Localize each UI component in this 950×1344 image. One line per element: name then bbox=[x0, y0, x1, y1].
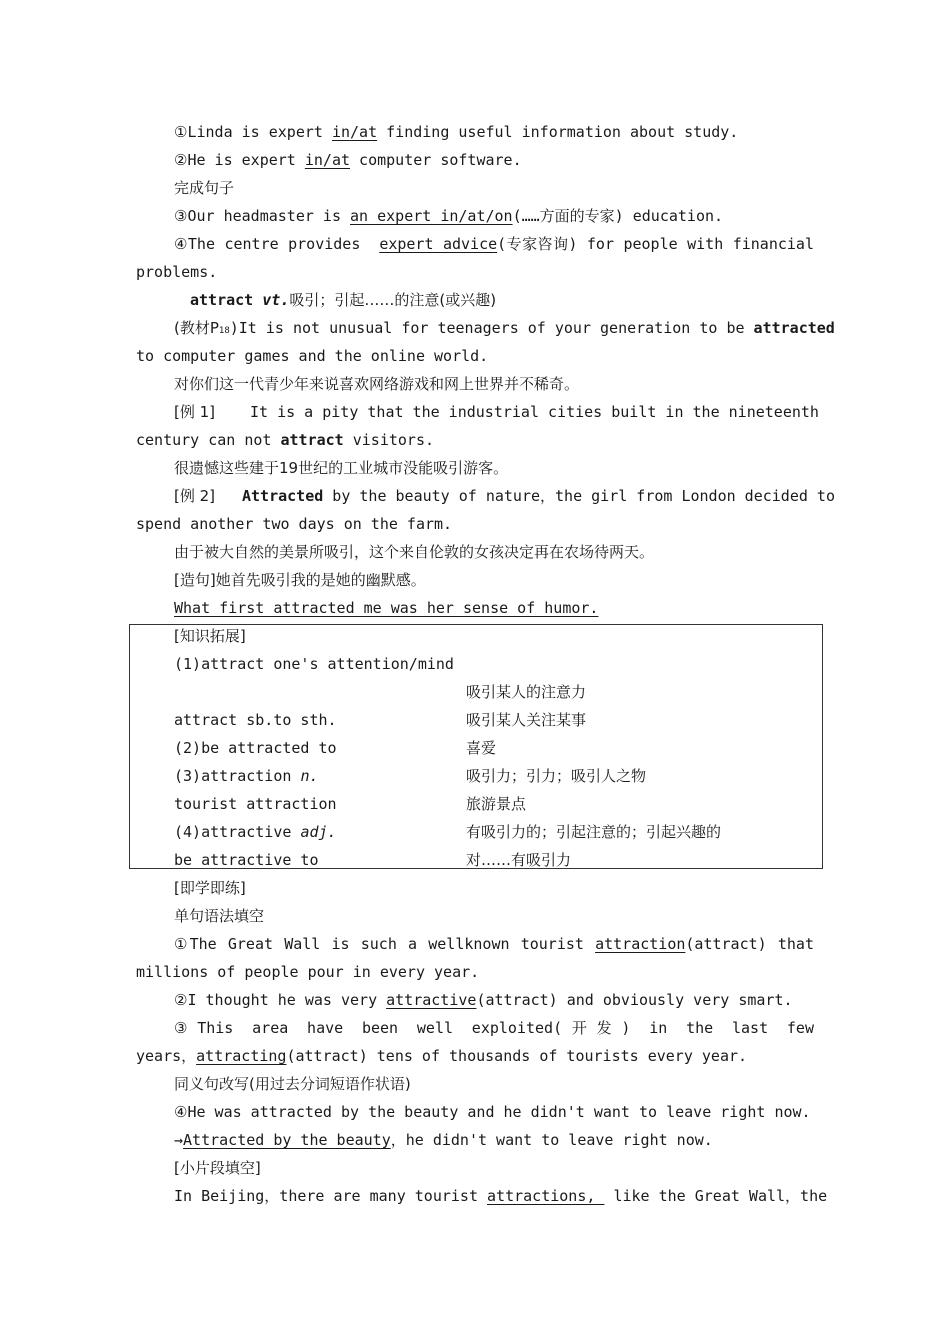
text: visitors. bbox=[343, 431, 435, 449]
textbook-translation: 对你们这一代青少年来说喜欢网络游戏和网上世界并不稀奇。 bbox=[174, 375, 580, 393]
answer: attraction bbox=[595, 935, 686, 953]
knowledge-title: [知识拓展] bbox=[174, 627, 246, 645]
text: by the beauty of nature，the girl from London decided to bbox=[323, 487, 835, 505]
textbook-sentence bbox=[174, 318, 835, 341]
example-1 bbox=[174, 402, 819, 422]
text: ①Linda is expert bbox=[174, 123, 332, 141]
answer: Attracted by the beauty bbox=[183, 1131, 391, 1149]
text: )It is not unusual for teenagers of your generation to be bbox=[229, 319, 754, 337]
example-2 bbox=[174, 486, 835, 506]
answer: attractive bbox=[386, 991, 477, 1009]
keyword: Attracted bbox=[242, 487, 324, 505]
text: like the Great Wall，the bbox=[604, 1187, 828, 1205]
text: (4)attractive bbox=[174, 823, 301, 841]
text: ③Our headmaster is bbox=[174, 207, 351, 225]
knowledge-row: be attractive to bbox=[174, 851, 319, 869]
keyword: attract bbox=[280, 431, 344, 449]
practice-subheading: 同义句改写(用过去分词短语作状语) bbox=[174, 1075, 411, 1093]
part-of-speech: adj. bbox=[300, 823, 337, 841]
text: century can not bbox=[136, 431, 281, 449]
knowledge-row-meaning: 吸引某人的注意力 bbox=[466, 683, 587, 701]
knowledge-row: (2)be attracted to bbox=[174, 739, 337, 757]
answer: attracting bbox=[196, 1047, 287, 1065]
paragraph-fill bbox=[174, 1186, 828, 1206]
practice-subheading: 单句语法填空 bbox=[174, 907, 265, 925]
practice-question-1-cont: millions of people pour in every year. bbox=[136, 963, 480, 981]
text: (教材P bbox=[174, 319, 219, 337]
knowledge-row-meaning: 喜爱 bbox=[466, 739, 497, 757]
knowledge-row: attract sb.to sth. bbox=[174, 711, 337, 729]
make-sentence-answer: What first attracted me was her sense of humor. bbox=[174, 599, 599, 617]
example-label: [例 1] bbox=[174, 403, 216, 421]
text: (……方面的专家) education. bbox=[512, 207, 724, 225]
answer: attractions, bbox=[487, 1187, 605, 1205]
expert-exercise-2 bbox=[174, 150, 522, 170]
practice-subheading: [小片段填空] bbox=[174, 1159, 261, 1177]
practice-question-1 bbox=[174, 934, 814, 954]
text: ④The centre provides bbox=[174, 235, 380, 253]
text: It is a pity that the industrial cities built in the nineteenth bbox=[250, 403, 819, 421]
word-entry bbox=[190, 290, 496, 310]
answer: in/at bbox=[331, 123, 378, 141]
practice-question-3-cont bbox=[136, 1046, 747, 1066]
knowledge-row-meaning: 对……有吸引力 bbox=[466, 851, 572, 869]
text: (attract) and obviously very smart. bbox=[476, 991, 793, 1009]
knowledge-row-meaning: 吸引某人关注某事 bbox=[466, 711, 587, 729]
arrow: → bbox=[174, 1131, 184, 1149]
expert-exercise-1 bbox=[174, 122, 738, 142]
practice-question-4-answer bbox=[174, 1130, 713, 1150]
practice-question-4: ④He was attracted by the beauty and he didn't want to leave right now. bbox=[174, 1103, 811, 1121]
textbook-sentence-cont: to computer games and the online world. bbox=[136, 347, 489, 365]
text: (attract) tens of thousands of tourists every year. bbox=[286, 1047, 748, 1065]
practice-question-2 bbox=[174, 990, 793, 1010]
part-of-speech: n. bbox=[300, 767, 319, 785]
text: (3)attraction bbox=[174, 767, 301, 785]
practice-title: [即学即练] bbox=[174, 879, 246, 897]
text: In Beijing，there are many tourist bbox=[174, 1187, 488, 1205]
text: ②He is expert bbox=[174, 151, 305, 169]
text: ，he didn't want to leave right now. bbox=[390, 1131, 713, 1149]
text: (attract) that bbox=[685, 935, 814, 953]
knowledge-row: tourist attraction bbox=[174, 795, 337, 813]
page-number: 18 bbox=[218, 326, 230, 336]
expert-exercise-4 bbox=[174, 234, 814, 254]
knowledge-row-meaning: 旅游景点 bbox=[466, 795, 527, 813]
example-1-cont bbox=[136, 430, 434, 450]
example-2-translation: 由于被大自然的美景所吸引，这个来自伦敦的女孩决定再在农场待两天。 bbox=[174, 543, 655, 561]
make-sentence-prompt: [造句]她首先吸引我的是她的幽默感。 bbox=[174, 571, 426, 589]
knowledge-row-meaning: 吸引力；引力；吸引人之物 bbox=[466, 767, 647, 785]
answer: an expert in/at/on bbox=[350, 207, 513, 225]
headword: attract bbox=[190, 291, 254, 309]
answer: in/at bbox=[304, 151, 351, 169]
knowledge-row bbox=[174, 766, 319, 786]
practice-question-3: ③This area have been well exploited(开发) in the last few bbox=[174, 1019, 814, 1037]
knowledge-row: (1)attract one's attention/mind bbox=[174, 655, 454, 673]
knowledge-row bbox=[174, 822, 337, 842]
knowledge-row-meaning: 有吸引力的；引起注意的；引起兴趣的 bbox=[466, 823, 722, 841]
word-meaning: 吸引；引起……的注意(或兴趣) bbox=[289, 291, 497, 309]
text: finding useful information about study. bbox=[377, 123, 739, 141]
text: years， bbox=[136, 1047, 197, 1065]
example-label: [例 2] bbox=[174, 487, 216, 505]
text: ②I thought he was very bbox=[174, 991, 387, 1009]
example-2-cont: spend another two days on the farm. bbox=[136, 515, 453, 533]
part-of-speech: vt. bbox=[262, 291, 290, 309]
keyword: attracted bbox=[753, 319, 835, 337]
expert-exercise-4-cont: problems. bbox=[136, 263, 218, 281]
text: computer software. bbox=[350, 151, 522, 169]
example-1-translation: 很遗憾这些建于19世纪的工业城市没能吸引游客。 bbox=[174, 459, 509, 477]
answer: expert advice bbox=[379, 235, 498, 253]
text: ①The Great Wall is such a wellknown tourist bbox=[174, 935, 596, 953]
expert-exercise-3 bbox=[174, 206, 723, 226]
section-heading: 完成句子 bbox=[174, 179, 235, 197]
text: (专家咨询) for people with financial bbox=[497, 235, 814, 253]
